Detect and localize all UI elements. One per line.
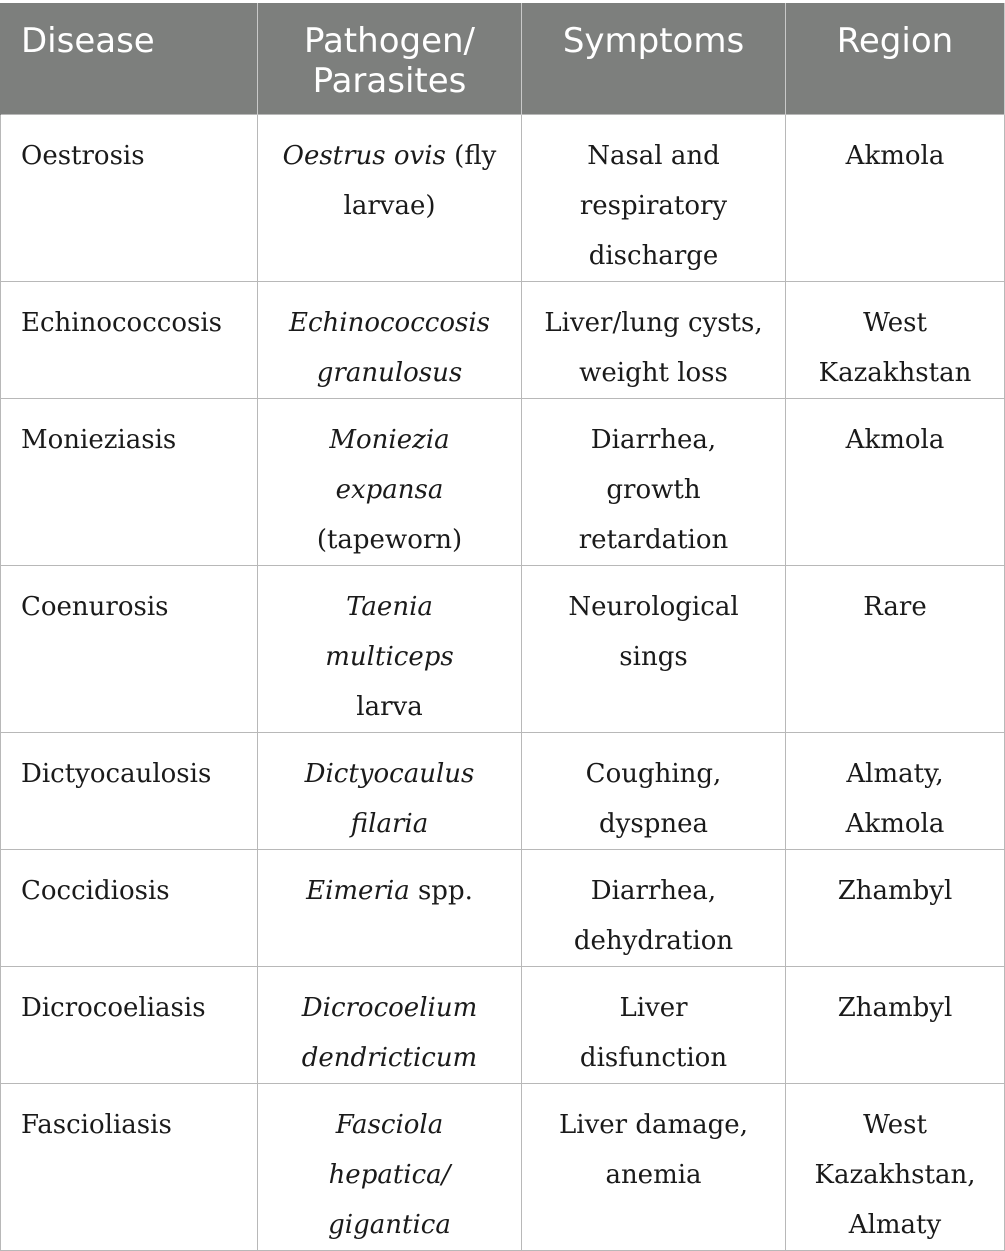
cell-disease: Fascioliasis [1,1083,258,1250]
cell-region: West Kazakhstan [786,281,1005,398]
header-disease: Disease [1,3,258,114]
pathogen-name: Dictyocaulus filaria [304,758,475,839]
cell-disease: Coccidiosis [1,849,258,966]
cell-pathogen [258,565,522,732]
table-row [1,398,1005,565]
pathogen-name: Eimeria [306,875,410,906]
pathogen-note: larva [356,691,423,722]
table-row [1,732,1005,849]
table-row [1,849,1005,966]
cell-symptoms: Coughing, dyspnea [522,732,786,849]
cell-pathogen [258,1083,522,1250]
cell-symptoms: Liver disfunction [522,966,786,1083]
cell-disease: Dicrocoeliasis [1,966,258,1083]
cell-symptoms: Diarrhea, growth retardation [522,398,786,565]
cell-region: Almaty, Akmola [786,732,1005,849]
cell-region: Rare [786,565,1005,732]
cell-pathogen [258,849,522,966]
header-row [1,3,1005,114]
cell-disease: Coenurosis [1,565,258,732]
cell-pathogen [258,114,522,281]
cell-region: Akmola [786,398,1005,565]
table-row [1,565,1005,732]
pathogen-name: Oestrus ovis [282,140,446,171]
pathogen-note: spp. [409,875,473,906]
cell-region: Akmola [786,114,1005,281]
table-body [1,114,1005,1250]
header-region: Region [786,3,1005,114]
cell-symptoms: Neurological sings [522,565,786,732]
cell-pathogen [258,281,522,398]
cell-pathogen [258,732,522,849]
pathogen-name: Fasciola hepatica/ gigantica [328,1109,451,1240]
disease-table [0,3,1005,1251]
header-symptoms: Symptoms [522,3,786,114]
header-pathogen [258,3,522,114]
cell-region: Zhambyl [786,966,1005,1083]
cell-disease: Monieziasis [1,398,258,565]
pathogen-note: (tapeworn) [316,524,463,555]
cell-symptoms: Diarrhea, dehydration [522,849,786,966]
cell-symptoms: Nasal and respiratory discharge [522,114,786,281]
pathogen-note: (fly larvae) [343,140,497,221]
cell-region: West Kazakhstan, Almaty [786,1083,1005,1250]
cell-symptoms: Liver damage, anemia [522,1083,786,1250]
table-row [1,281,1005,398]
table-row [1,966,1005,1083]
cell-disease: Echinococcosis [1,281,258,398]
cell-region: Zhambyl [786,849,1005,966]
table-row [1,114,1005,281]
table-header [1,3,1005,114]
pathogen-name: Echinococcosis granulosus [289,307,490,388]
cell-pathogen [258,966,522,1083]
cell-disease: Oestrosis [1,114,258,281]
cell-pathogen [258,398,522,565]
table-row [1,1083,1005,1250]
cell-symptoms: Liver/lung cysts, weight loss [522,281,786,398]
pathogen-name: Taenia multiceps [325,591,454,672]
cell-disease: Dictyocaulosis [1,732,258,849]
pathogen-name: Moniezia expansa [329,424,450,505]
pathogen-name: Dicrocoelium dendricticum [301,992,478,1073]
header-pathogen-line1: Pathogen/ [304,21,475,61]
header-pathogen-line2: Parasites [312,61,467,101]
